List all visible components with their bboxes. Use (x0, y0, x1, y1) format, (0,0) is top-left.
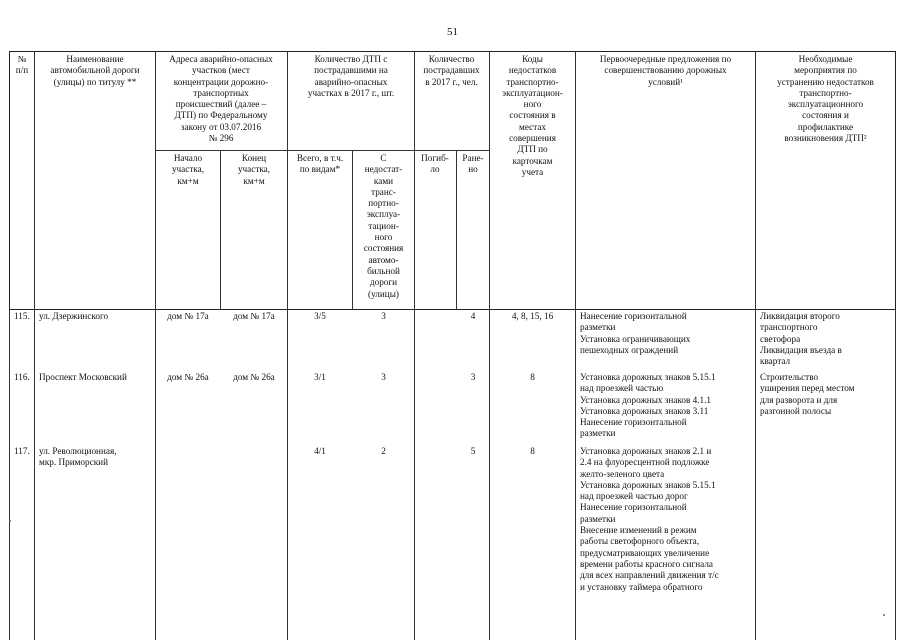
row-116-road-name: Проспект Московский (39, 372, 127, 382)
header-victims: Количество пострадавших в 2017 г., чел. (423, 54, 480, 87)
row-116-injured: 3 (470, 372, 476, 382)
header-addresses: Адреса аварийно-опасных участков (мест концентрации дорожно- транспортных происшествий (далее – ДТП) по Федеральному закону от 03.07.2016 № 296 (169, 54, 273, 144)
row-116-codes: 8 (530, 372, 535, 382)
row-116-end: дом № 26а (233, 372, 275, 382)
header-start: Начало участка, км+м (171, 153, 205, 186)
row-115-end: дом № 17а (233, 311, 275, 321)
header-proposals: Первоочередные предложения по совершенствованию дорожных условий¹ (599, 54, 732, 87)
row-116-proposals: Установка дорожных знаков 5.15.1 над проезжей частью Установка дорожных знаков 4.1.1 Установка дорожных знаков 3.11 Нанесение горизонтальной разметки (580, 372, 716, 439)
col-divider (575, 51, 576, 640)
row-115-start: дом № 17а (167, 311, 209, 321)
scan-speck (9, 520, 11, 522)
row-115-dtp-total: 3/5 (314, 311, 326, 321)
row-116-dtp-defects: 3 (381, 372, 386, 382)
header-injured: Ране- но (462, 153, 484, 175)
header-road-name: Наименование автомобильной дороги (улицы) по титулу ** (50, 54, 140, 87)
row-116-num: 116. (14, 372, 30, 382)
row-115-injured: 4 (470, 311, 476, 321)
row-117-dtp-defects: 2 (381, 446, 386, 456)
row-116-start: дом № 26а (167, 372, 209, 382)
row-115-road-name: ул. Дзержинского (39, 311, 109, 321)
row-115-measures: Ликвидация второго транспортного светофора Ликвидация въезда в квартал (760, 311, 842, 367)
col-divider (34, 51, 35, 640)
row-115-num: 115. (14, 311, 30, 321)
row-117-road-name: ул. Революционная, мкр. Приморский (39, 446, 117, 468)
header-killed: Погиб- ло (421, 153, 449, 175)
row-117-codes: 8 (530, 446, 535, 456)
row-115-codes: 4, 8, 15, 16 (511, 311, 554, 321)
col-divider (414, 51, 415, 640)
col-divider (287, 51, 288, 640)
row-117-num: 117. (14, 446, 30, 456)
row-117-injured: 5 (470, 446, 476, 456)
row-116-measures: Строительство уширения перед местом для разворота и для разгонной полосы (760, 372, 855, 416)
header-num: № п/п (15, 54, 29, 76)
col-divider (9, 310, 10, 640)
row-117-dtp-total: 4/1 (314, 446, 326, 456)
scan-speck (883, 614, 885, 616)
header-dtp-defects: С недостат- ками транс- портно- эксплуа- тацион- ного состояния автомо- бильной дороги (улицы) (363, 153, 404, 299)
row-115-dtp-defects: 3 (381, 311, 386, 321)
header-defect-codes: Коды недостатков транспортно- эксплуатацион- ного состояния в местах совершения ДТП по карточкам учета (502, 54, 563, 177)
subheader-divider (155, 150, 287, 151)
row-117-proposals: Установка дорожных знаков 2.1 и 2.4 на флуоресцентной подложке желто-зеленого цвета Установка дорожных знаков 5.15.1 над проезжей частью дорог Нанесение горизонтальной разметки Внесение изменений в режим работы светофорного объекта, предусматривающих увеличение времени работы красного сигнала для всех направлений движения т/с и установку таймера обратного (580, 446, 719, 592)
header-dtp-total: Всего, в т.ч. по видам* (296, 153, 344, 175)
header-end: Конец участка, км+м (237, 153, 271, 186)
header-dtp-count: Количество ДТП с пострадавшими на аварийно-опасных участках в 2017 г., шт. (307, 54, 395, 98)
col-divider (895, 310, 896, 640)
row-116-dtp-total: 3/1 (314, 372, 326, 382)
header-measures: Необходимые мероприятия по устранению недостатков транспортно- эксплуатационного состояния и профилактике возникновения ДТП² (777, 54, 874, 144)
subheader-divider (287, 150, 414, 151)
subheader-divider (414, 150, 489, 151)
row-115-proposals: Нанесение горизонтальной разметки Установка ограничивающих пешеходных ограждений (580, 311, 691, 355)
page-number: 51 (447, 26, 458, 38)
